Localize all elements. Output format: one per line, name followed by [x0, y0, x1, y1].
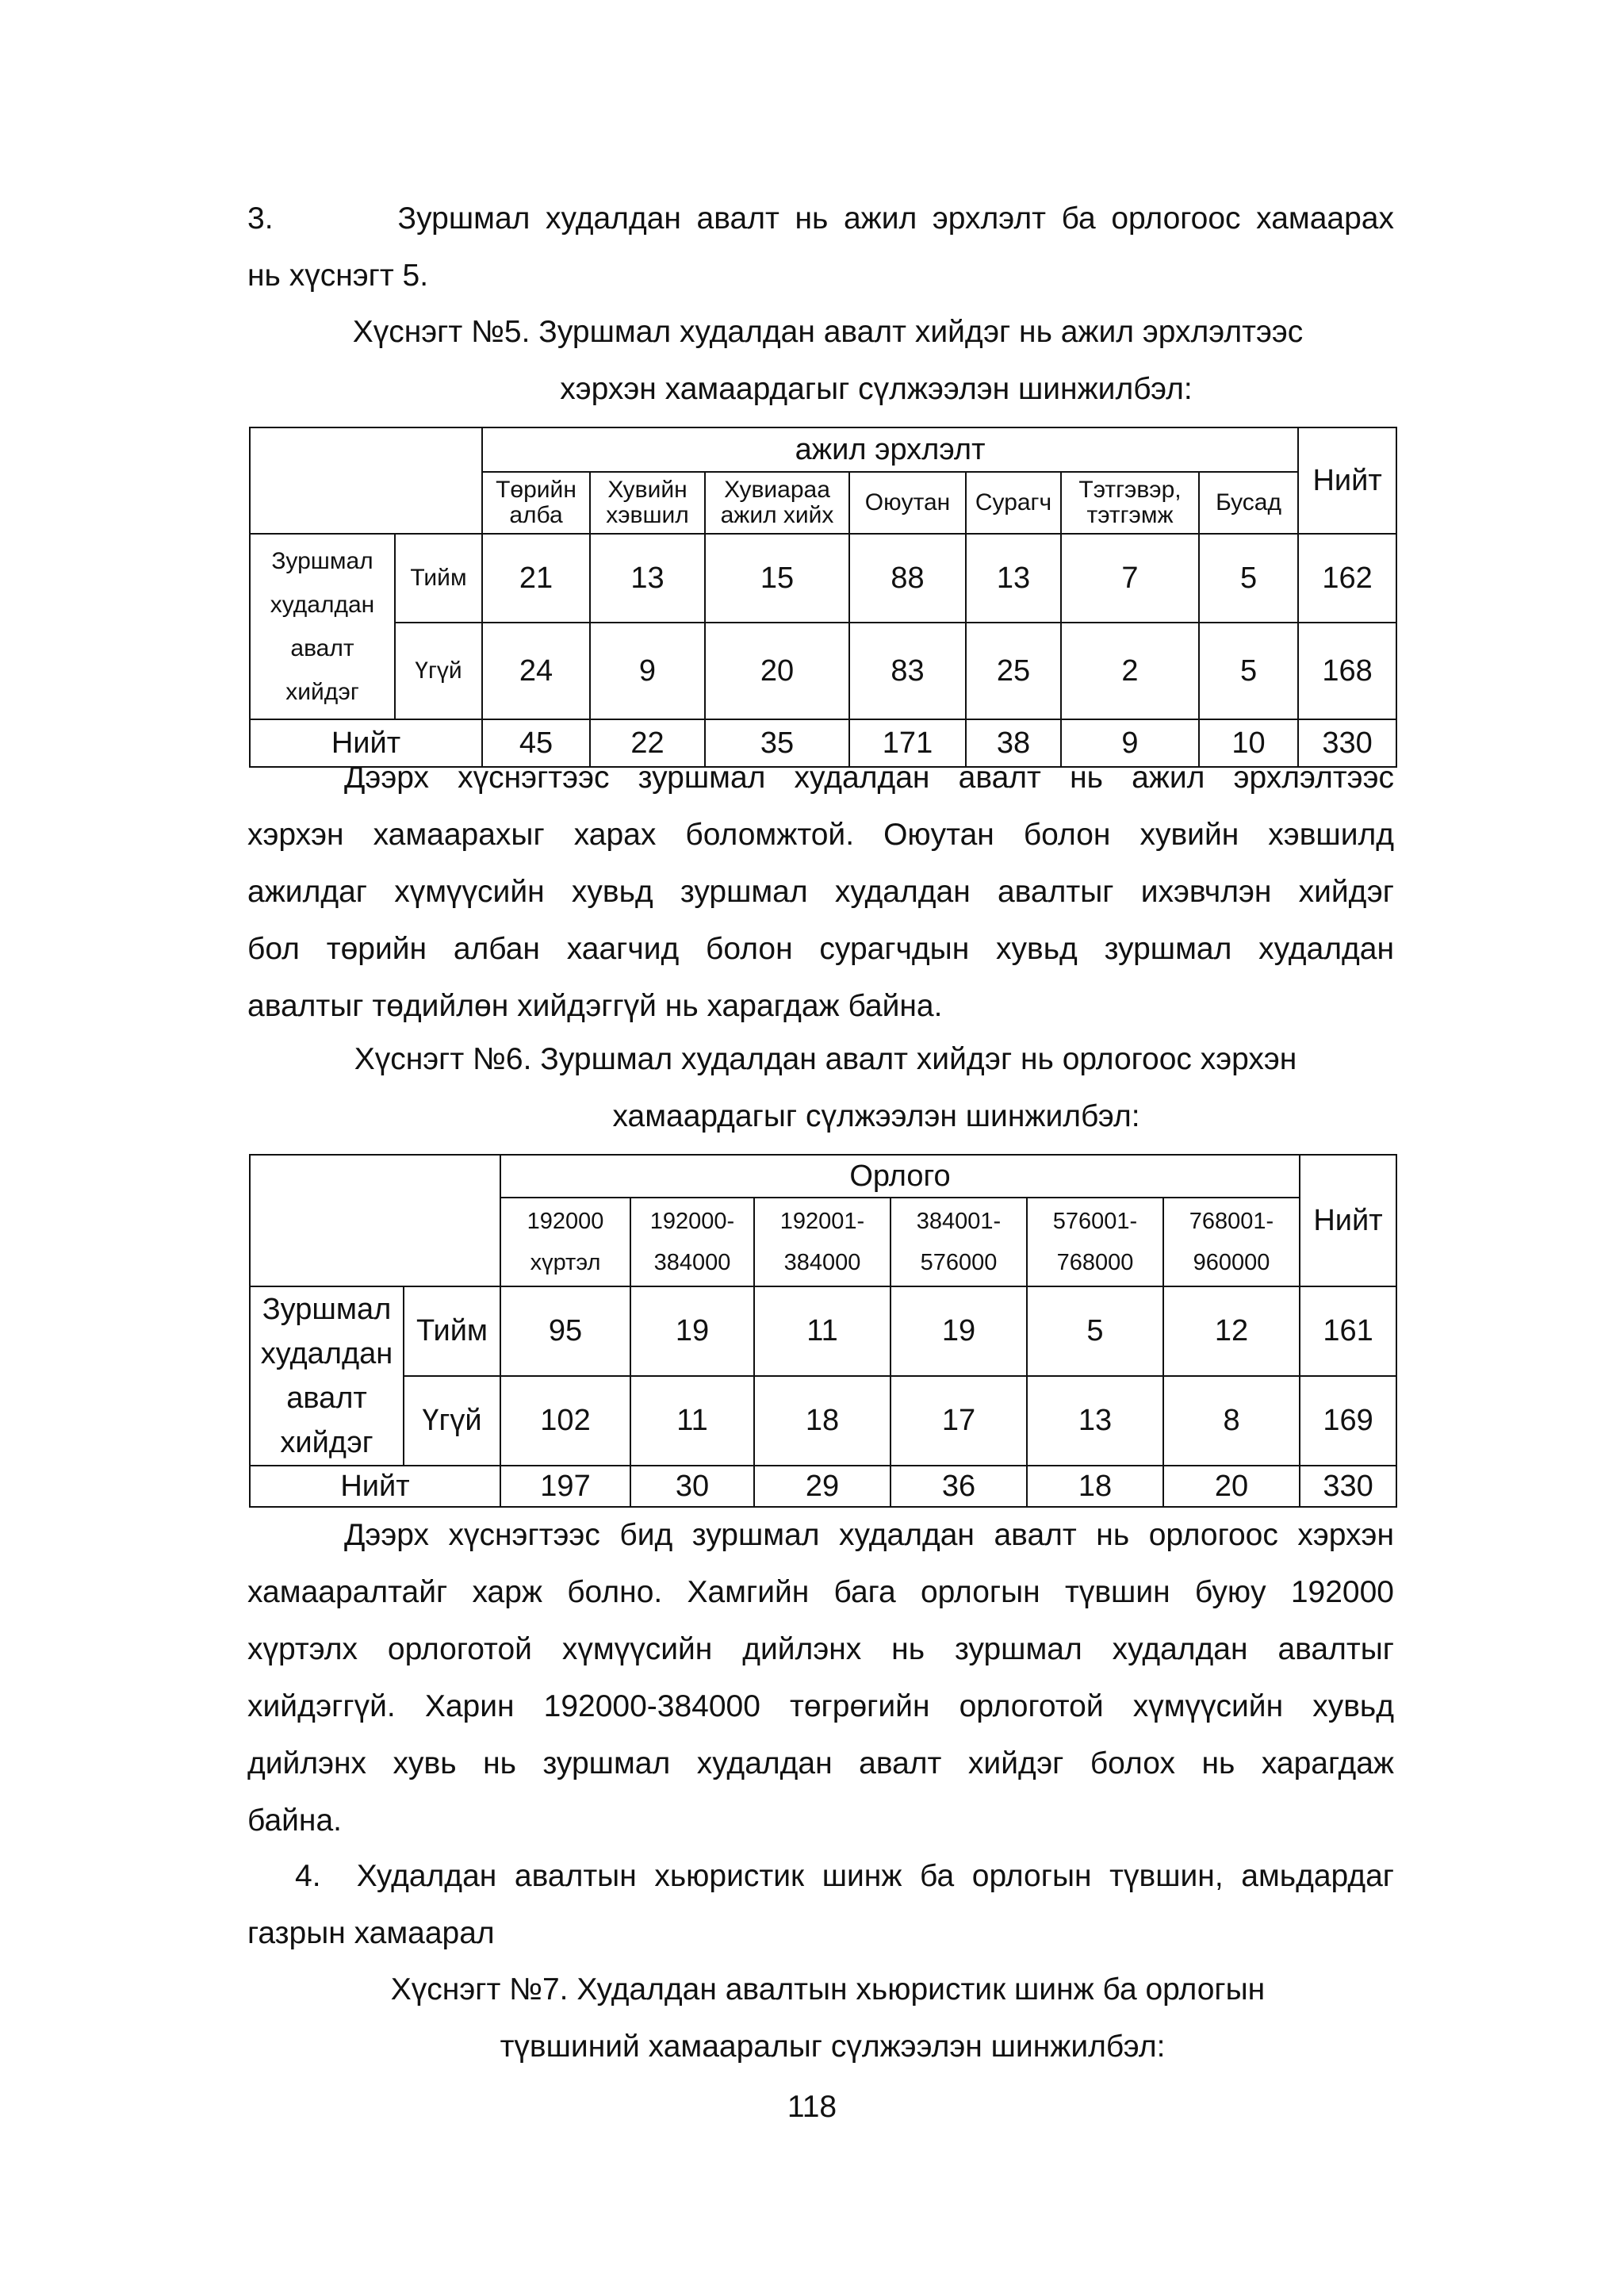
table-5-discussion [247, 749, 1394, 1035]
table-row-cell: 20 [1163, 1466, 1300, 1507]
table-row-cell: 19 [630, 1286, 754, 1376]
table-row-cell: 11 [754, 1286, 891, 1376]
table-5-col-header: Төрийн алба [482, 472, 590, 534]
table-6-row-label: Тийм [404, 1286, 500, 1376]
table-row-cell: 8 [1163, 1376, 1300, 1466]
table-row-cell: 171 [849, 719, 966, 767]
table-row-cell: 29 [754, 1466, 891, 1507]
table-row-cell: 35 [705, 719, 849, 767]
table-5-col-header: Хувийн хэвшил [590, 472, 705, 534]
table-6-caption-line-2: хамаардагыг сүлжээлэн шинжилбэл: [612, 1099, 1140, 1133]
table-6-total-row-label: Нийт [250, 1466, 500, 1507]
table-row-cell: 5 [1199, 534, 1298, 623]
table-6-row-label: Үгүй [404, 1376, 500, 1466]
table-row-cell: 24 [482, 623, 590, 719]
table-row-cell: 10 [1199, 719, 1298, 767]
table-5-col-header: Сурагч [966, 472, 1061, 534]
table-6 [249, 1154, 1397, 1508]
table-row-cell: 18 [754, 1376, 891, 1466]
table-6-col-header: 384001- 576000 [891, 1198, 1027, 1286]
table-5-caption-line-1: Хүснэгт №5. Зуршмал худалдан авалт хийдэг нь ажил эрхлэлтээс [352, 315, 1304, 349]
table-row-cell: 9 [590, 623, 705, 719]
table-5-group-header: ажил эрхлэлт [482, 427, 1298, 472]
table-6-corner-cell [250, 1155, 500, 1286]
table-row-cell: 17 [891, 1376, 1027, 1466]
table-row-cell: 21 [482, 534, 590, 623]
table-5 [249, 427, 1397, 768]
table-row-cell: 11 [630, 1376, 754, 1466]
table-row-cell: 5 [1027, 1286, 1163, 1376]
table-7-caption-line-1: Хүснэгт №7. Худалдан авалтын хьюристик шинж ба орлогын [390, 1972, 1266, 2007]
table-row-total: 330 [1298, 719, 1396, 767]
table-7-caption-line-2: түвшиний хамааралыг сүлжээлэн шинжилбэл: [500, 2030, 1166, 2064]
para-6-line-6: байна. [247, 1803, 342, 1838]
table-row-cell: 9 [1061, 719, 1199, 767]
table-row-cell: 22 [590, 719, 705, 767]
table-row-cell: 7 [1061, 534, 1199, 623]
para-5-line-4: бол төрийн албан хаагчид болон сурагчдын хувьд зуршмал худалдан [247, 932, 1394, 966]
table-6-caption-line-1: Хүснэгт №6. Зуршмал худалдан авалт хийдэг нь орлогоос хэрхэн [354, 1042, 1297, 1076]
table-row-cell: 18 [1027, 1466, 1163, 1507]
table-row-cell: 20 [705, 623, 849, 719]
table-row-total: 168 [1298, 623, 1396, 719]
table-5-row-label: Тийм [395, 534, 482, 623]
table-6-group-header: Орлого [500, 1155, 1300, 1198]
table-5-total-row-label: Нийт [250, 719, 482, 767]
table-6-col-header: 192000- 384000 [630, 1198, 754, 1286]
table-6-col-header: 192001- 384000 [754, 1198, 891, 1286]
page-number: 118 [787, 2090, 837, 2124]
table-row-total: 162 [1298, 534, 1396, 623]
section-4-heading [247, 1848, 1394, 1962]
para-6-line-1: Дээрх хүснэгтээс бид зуршмал худалдан авалт нь орлогоос хэрхэн [344, 1518, 1394, 1552]
table-row-total: 330 [1300, 1466, 1396, 1507]
table-row-cell: 13 [590, 534, 705, 623]
section-4-line-2: газрын хамаарал [247, 1916, 495, 1950]
table-6-caption [247, 1031, 1394, 1145]
table-row-cell: 19 [891, 1286, 1027, 1376]
table-row-cell: 45 [482, 719, 590, 767]
table-6-col-header: 192000 хүртэл [500, 1198, 630, 1286]
para-5-line-2: хэрхэн хамаарахыг харах боломжтой. Оюутан болон хувийн хэвшилд [247, 818, 1394, 852]
table-row-cell: 197 [500, 1466, 630, 1507]
para-5-line-3: ажилдаг хүмүүсийн хувьд зуршмал худалдан авалтыг ихэвчлэн хийдэг [247, 875, 1394, 909]
table-7-caption [247, 1961, 1394, 2076]
table-row-cell: 102 [500, 1376, 630, 1466]
table-5-caption [247, 304, 1394, 418]
table-row-cell: 12 [1163, 1286, 1300, 1376]
table-5-caption-line-2: хэрхэн хамаардагыг сүлжээлэн шинжилбэл: [560, 372, 1193, 406]
table-6-col-header: 768001- 960000 [1163, 1198, 1300, 1286]
table-row-cell: 95 [500, 1286, 630, 1376]
para-6-line-2: хамааралтайг харж болно. Хамгийн бага орлогын түвшин буюу 192000 [247, 1575, 1394, 1609]
table-row-cell: 5 [1199, 623, 1298, 719]
section-3-line-1: 3. Зуршмал худалдан авалт нь ажил эрхлэлт ба орлогоос хамаарах [247, 201, 1394, 236]
table-row-total: 169 [1300, 1376, 1396, 1466]
table-row-cell: 13 [1027, 1376, 1163, 1466]
table-row-cell: 13 [966, 534, 1061, 623]
section-3-line-2: нь хүснэгт 5. [247, 259, 429, 293]
table-5-row-label: Үгүй [395, 623, 482, 719]
table-row-cell: 30 [630, 1466, 754, 1507]
table-6-discussion [247, 1507, 1394, 1849]
table-row-cell: 25 [966, 623, 1061, 719]
table-6-col-header: 576001- 768000 [1027, 1198, 1163, 1286]
table-5-total-header: Нийт [1298, 427, 1396, 534]
para-5-line-5: авалтыг төдийлөн хийдэггүй нь харагдаж байна. [247, 989, 943, 1023]
table-row-total: 161 [1300, 1286, 1396, 1376]
table-row-cell: 83 [849, 623, 966, 719]
para-6-line-3: хүртэлх орлоготой хүмүүсийн дийлэнх нь зуршмал худалдан авалтыг [247, 1632, 1394, 1666]
table-5-col-header: Хувиараа ажил хийх [705, 472, 849, 534]
section-3-heading [247, 190, 1394, 305]
table-row-cell: 36 [891, 1466, 1027, 1507]
para-6-line-4: хийдэггүй. Харин 192000-384000 төгрөгийн орлоготой хүмүүсийн хувьд [247, 1689, 1394, 1723]
table-5-row-group-label: Зуршмал худалдан авалт хийдэг [250, 534, 395, 719]
table-row-cell: 38 [966, 719, 1061, 767]
section-4-line-1: 4. Худалдан авалтын хьюристик шинж ба орлогын түвшин, амьдардаг [295, 1859, 1394, 1893]
table-6-total-header: Нийт [1300, 1155, 1396, 1286]
table-5-col-header: Оюутан [849, 472, 966, 534]
table-row-cell: 88 [849, 534, 966, 623]
table-5-col-header: Бусад [1199, 472, 1298, 534]
para-5-line-1: Дээрх хүснэгтээс зуршмал худалдан авалт нь ажил эрхлэлтээс [344, 761, 1394, 795]
table-5-col-header: Тэтгэвэр, тэтгэмж [1061, 472, 1199, 534]
table-5-corner-cell [250, 427, 482, 534]
table-row-cell: 2 [1061, 623, 1199, 719]
table-6-row-group-label: Зуршмал худалдан авалт хийдэг [250, 1286, 404, 1466]
para-6-line-5: дийлэнх хувь нь зуршмал худалдан авалт хийдэг болох нь харагдаж [247, 1746, 1394, 1780]
table-row-cell: 15 [705, 534, 849, 623]
